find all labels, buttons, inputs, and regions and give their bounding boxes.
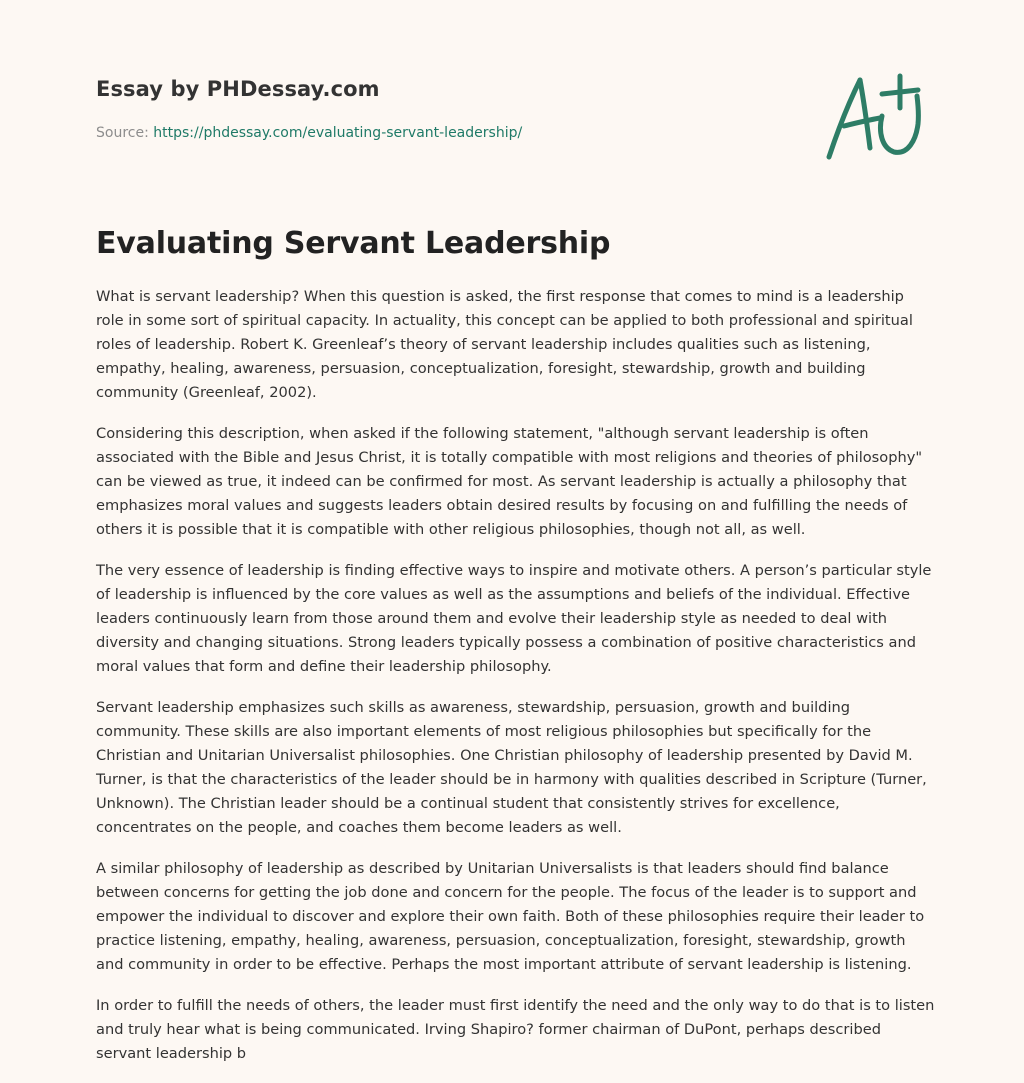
source-link[interactable]: https://phdessay.com/evaluating-servant-leadership/ (153, 125, 523, 141)
essay-paragraph: Servant leadership emphasizes such skills as awareness, stewardship, persuasion, growth and building community. These skills are also important elements of most religious philosophies but specifically for the Christian and Unitarian Universalist philosophies. One Christian philosophy of leadership presented by David M. Turner, is that the characteristics of the leader should be in harmony with qualities described in Scripture (Turner, Unknown). The Christian leader should be a continual student that consistently strives for excellence, concentrates on the people, and coaches them become leaders as well. (96, 699, 927, 836)
essay-paragraph: In order to fulfill the needs of others, the leader must first identify the need and the only way to do that is to listen and truly hear what is being communicated. Irving Shapiro? former chairman of DuPont, perhaps described servant leadership b (96, 997, 935, 1062)
essay-paragraph: The very essence of leadership is finding effective ways to inspire and motivate others. A person’s particular style of leadership is influenced by the core values as well as the assumptions and beliefs of the individual. Effective leaders continuously learn from those around them and evolve their leadership style as needed to deal with diversity and changing situations. Strong leaders typically possess a combination of positive characteristics and moral values that form and define their leadership philosophy. (96, 562, 932, 675)
essay-paragraph: Considering this description, when asked if the following statement, "although servant leadership is often associated with the Bible and Jesus Christ, it is totally compatible with most religions and theories of philosophy" can be viewed as true, it indeed can be confirmed for most. As servant leadership is actually a philosophy that emphasizes moral values and suggests leaders obtain desired results by focusing on and fulfilling the needs of others it is possible that it is compatible with other religious philosophies, though not all, as well. (96, 425, 923, 538)
essay-title: Evaluating Servant Leadership (96, 226, 611, 261)
essay-body (96, 285, 936, 1083)
a-plus-logo-icon (820, 68, 930, 168)
source-label: Source: (96, 125, 149, 141)
site-brand: Essay by PHDessay.com (96, 77, 380, 101)
essay-paragraph: What is servant leadership? When this question is asked, the first response that comes to mind is a leadership role in some sort of spiritual capacity. In actuality, this concept can be applied to both professional and spiritual roles of leadership. Robert K. Greenleaf’s theory of servant leadership includes qualities such as listening, empathy, healing, awareness, persuasion, conceptualization, foresight, stewardship, growth and building community (Greenleaf, 2002). (96, 288, 913, 401)
essay-paragraph: A similar philosophy of leadership as described by Unitarian Universalists is that leaders should find balance between concerns for getting the job done and concern for the people. The focus of the leader is to support and empower the individual to discover and explore their own faith. Both of these philosophies require their leader to practice listening, empathy, healing, awareness, persuasion, conceptualization, foresight, stewardship, growth and community in order to be effective. Perhaps the most important attribute of servant leadership is listening. (96, 860, 925, 973)
source-line (96, 125, 522, 141)
